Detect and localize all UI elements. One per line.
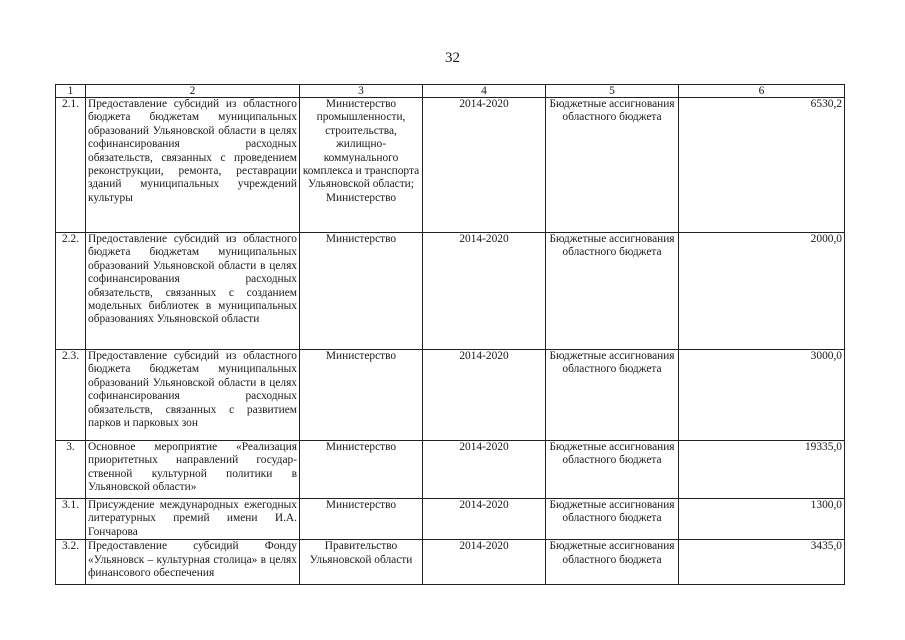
row-amount: 3000,0: [679, 350, 845, 441]
row-funding-source: Бюджетные ассигнования областного бюджета: [546, 499, 679, 540]
table-row: [56, 233, 845, 350]
row-funding-source: Бюджетные ассигнования областного бюджета: [546, 540, 679, 585]
row-executor: Министерство: [300, 499, 423, 540]
header-col-1: 1: [56, 85, 86, 98]
row-number: 3.2.: [56, 540, 86, 585]
table-row: [56, 540, 845, 585]
header-col-5: 5: [546, 85, 679, 98]
row-funding-source: Бюджетные ассигнования областного бюджета: [546, 98, 679, 233]
row-number: 3.1.: [56, 499, 86, 540]
row-description: Предоставление субсидий Фонду «Ульяновск – культурная столица» в целях финансового обеспечения: [86, 540, 300, 585]
row-executor: Министерство: [300, 350, 423, 441]
header-col-6: 6: [679, 85, 845, 98]
table-row: [56, 350, 845, 441]
table-row: [56, 499, 845, 540]
row-number: 2.3.: [56, 350, 86, 441]
row-number: 3.: [56, 441, 86, 499]
row-amount: 6530,2: [679, 98, 845, 233]
table-row: [56, 441, 845, 499]
row-description: Присуждение международных ежегодных литературных премий имени И.А. Гончарова: [86, 499, 300, 540]
row-funding-source: Бюджетные ассигнования областного бюджета: [546, 233, 679, 350]
row-amount: 1300,0: [679, 499, 845, 540]
row-executor: Министерство: [300, 233, 423, 350]
header-col-2: 2: [86, 85, 300, 98]
row-period: 2014-2020: [423, 499, 546, 540]
program-activities-table: [55, 84, 845, 585]
row-amount: 3435,0: [679, 540, 845, 585]
header-col-4: 4: [423, 85, 546, 98]
row-amount: 19335,0: [679, 441, 845, 499]
row-executor: Правительство Ульяновской области: [300, 540, 423, 585]
row-description: Основное мероприятие «Реализация приоритетных направлений государственной культурной политики в Ульяновской области»: [86, 441, 300, 499]
row-amount: 2000,0: [679, 233, 845, 350]
row-description: Предоставление субсидий из областного бюджета бюджетам муниципальных образований Ульяновской области в целях софинансирования расходных обязательств, связанных с развитием парков и парковых зон: [86, 350, 300, 441]
row-period: 2014-2020: [423, 441, 546, 499]
row-period: 2014-2020: [423, 540, 546, 585]
row-executor: Министерство промышленности, строительства, жилищно-коммунального комплекса и транспорта Ульяновской области; Министерство: [300, 98, 423, 233]
row-executor: Министерство: [300, 441, 423, 499]
row-description: Предоставление субсидий из областного бюджета бюджетам муниципальных образований Ульяновской области в целях софинансирования расходных обязательств, связанных с проведением реконструкции, ремонта, реставрации зданий муниципальных учреждений культуры: [86, 98, 300, 233]
table-row: [56, 98, 845, 233]
row-description: Предоставление субсидий из областного бюджета бюджетам муниципальных образований Ульяновской области в целях софинансирования расходных обязательств, связанных с созданием модельных библиотек в муниципальных образованиях Ульяновской области: [86, 233, 300, 350]
row-funding-source: Бюджетные ассигнования областного бюджета: [546, 350, 679, 441]
row-number: 2.1.: [56, 98, 86, 233]
row-funding-source: Бюджетные ассигнования областного бюджета: [546, 441, 679, 499]
row-number: 2.2.: [56, 233, 86, 350]
header-row: [56, 85, 845, 98]
row-period: 2014-2020: [423, 350, 546, 441]
page-number: 32: [445, 50, 460, 66]
row-period: 2014-2020: [423, 98, 546, 233]
row-period: 2014-2020: [423, 233, 546, 350]
header-col-3: 3: [300, 85, 423, 98]
